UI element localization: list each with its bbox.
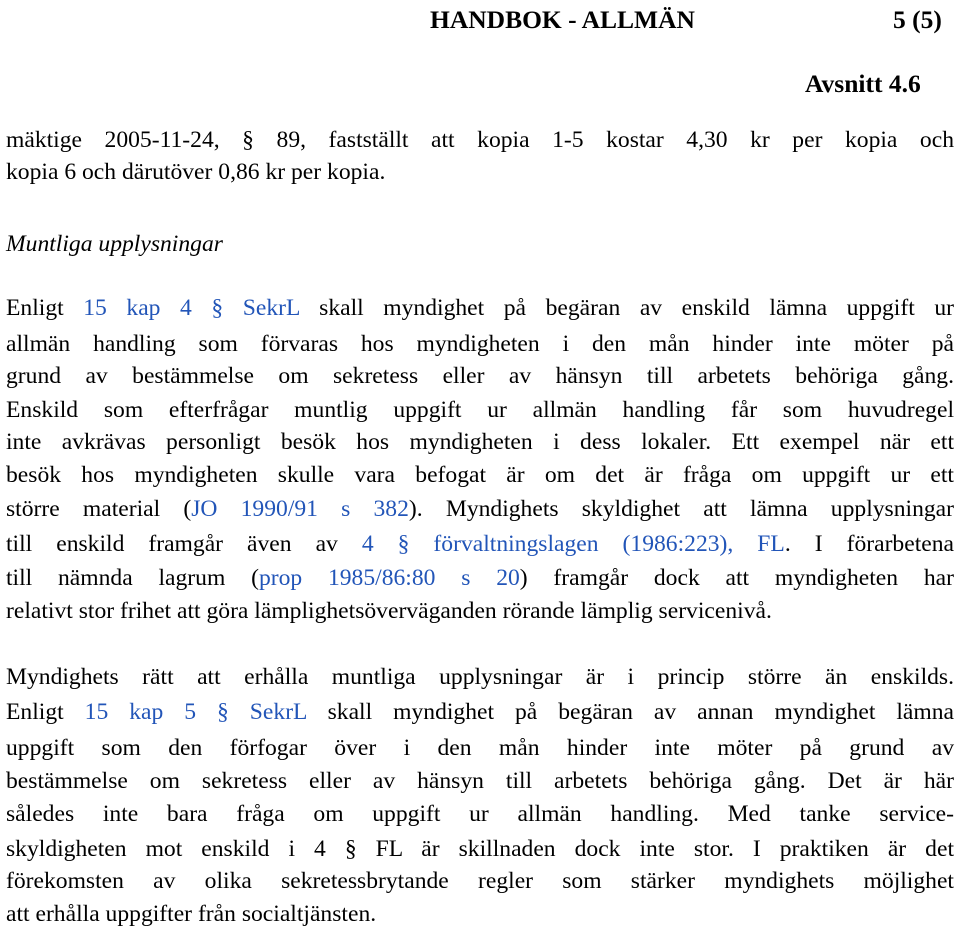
law-reference-link[interactable]: 15 kap 4 § SekrL (83, 295, 300, 321)
text-line: till enskild framgår även av 4 § förvaltningslagen (1986:223), FL. I förarbetena (6, 531, 954, 557)
text-line: Enskild som efterfrågar muntlig uppgift ur allmän handling får som huvudregel (6, 397, 954, 423)
text-line: inte avkrävas personligt besök hos myndigheten i dess lokaler. Ett exempel när ett (6, 429, 954, 455)
text-line: att erhålla uppgifter från socialtjänsten. (6, 901, 377, 927)
text-line: Enligt 15 kap 4 § SekrL skall myndighet på begäran av enskild lämna uppgift ur (6, 295, 954, 321)
text-line: kopia 6 och därutöver 0,86 kr per kopia. (6, 159, 386, 185)
text-line: förekomsten av olika sekretessbrytande regler som stärker myndighets möjlighet (6, 868, 954, 894)
text-line: således inte bara fråga om uppgift ur allmän handling. Med tanke service- (6, 801, 954, 827)
section-heading: Muntliga upplysningar (6, 231, 223, 257)
section-label: Avsnitt 4.6 (805, 69, 921, 98)
law-reference-link[interactable]: 4 § förvaltningslagen (1986:223), FL (361, 531, 785, 557)
text-line: uppgift som den förfogar över i den mån hinder inte möter på grund av (6, 735, 954, 761)
page-number: 5 (5) (893, 5, 942, 34)
text-line: Myndighets rätt att erhålla muntliga upplysningar är i princip större än enskilds. (6, 664, 954, 690)
text-line: Enligt 15 kap 5 § SekrL skall myndighet på begäran av annan myndighet lämna (6, 699, 954, 725)
jo-reference-link[interactable]: JO 1990/91 s 382 (191, 496, 409, 522)
prop-reference-link[interactable]: prop 1985/86:80 s 20 (258, 565, 520, 591)
text-line: till nämnda lagrum (prop 1985/86:80 s 20) framgår dock att myndigheten har (6, 565, 954, 591)
text-line: skyldigheten mot enskild i 4 § FL är skillnaden dock inte stor. I praktiken är det (6, 836, 954, 862)
text-line: allmän handling som förvaras hos myndigheten i den mån hinder inte möter på (6, 331, 954, 357)
text-line: grund av bestämmelse om sekretess eller av hänsyn till arbetets behöriga gång. (6, 363, 954, 389)
text-line: bestämmelse om sekretess eller av hänsyn till arbetets behöriga gång. Det är här (6, 768, 954, 794)
text-line: större material (JO 1990/91 s 382). Myndighets skyldighet att lämna upplysningar (6, 496, 955, 522)
text-line: relativt stor frihet att göra lämplighetsöverväganden rörande lämplig servicenivå. (6, 598, 772, 624)
text-line: mäktige 2005-11-24, § 89, fastställt att kopia 1-5 kostar 4,30 kr per kopia och (6, 127, 954, 153)
law-reference-link[interactable]: 15 kap 5 § SekrL (84, 699, 307, 725)
text-line: besök hos myndigheten skulle vara befogat är om det är fråga om uppgift ur ett (6, 462, 954, 488)
handbook-title: HANDBOK - ALLMÄN (430, 5, 695, 34)
